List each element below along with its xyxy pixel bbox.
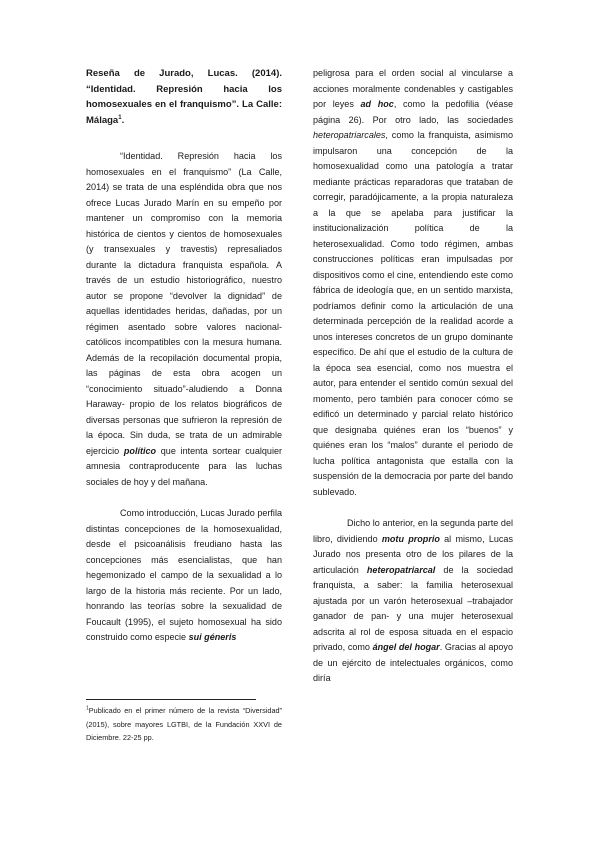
paragraph-continuation [313,66,513,500]
footnote-divider [86,699,256,700]
text-run: Como introducción, Lucas Jurado perfila distintas concepciones de la homosexualidad, desde el psicoanálisis freudiano hasta las concepciones más esencialistas, que han hegemonizado el campo de la sexualidad a lo largo de la historia más reciente. Por un lado, honrando las teorías sobre la sexualidad de Foucault (1995), el sujeto homosexual ha sido construido como especie [86,508,282,642]
emphasis-run: ad hoc [360,99,394,109]
paragraph-second-part [313,516,513,687]
right-column [313,66,513,687]
text-run: que intenta sortear cualquier amnesia contraproducente para las luchas sociales de hoy y del mañana. [86,445,282,487]
paragraph-intro [86,149,282,490]
text-run: “Identidad. Represión hacia los homosexuales en el franquismo” (La Calle, 2014) se trata de una espléndida obra que nos ofrece Lucas Jurado Marín en su empeño por mantener un compromiso con la memoria histórica de cientos y cientos de homosexuales (y transexuales y travestis) represaliados durante la dictadura franquista española. A través de un estudio historiográfico, nuestro autor se propone “devolver la dignidad” de aquellas identidades heridas, dañadas, por un régimen asentado sobre valores nacional-católicos incompatibles con la mesura humana. Además de la recopilación documental propia, las páginas de esta obra acogen un “conocimiento situado”-aludiendo a Donna Haraway- propio de los relatos biográficos de diversas personas que sufrieron la represión de la época. Sin duda, se trata de un admirable ejercicio [86,151,282,456]
emphasis-run: heteropatriarcal [366,564,436,575]
left-column [86,66,282,646]
text-run: peligrosa para el orden social al vincularse a acciones moralmente condenables y castigables por leyes [313,68,513,109]
paragraph-conceptions [86,506,282,646]
text-run: al mismo, Lucas Jurado nos presenta otro de los pilares de la articulación [313,533,513,575]
text-run: de la sociedad franquista, a saber: la familia heterosexual ajustada por un varón heterosexual –trabajador ganador de pan- y una mujer heterosexual adscrita al rol de esposa situada en el espacio privado, como [313,564,514,652]
text-run: Dicho lo anterior, en la segunda parte del libro, dividiendo [313,518,513,544]
emphasis-run: motu proprio [381,533,440,544]
title-period: . [121,114,125,126]
text-run: . Gracias al apoyo de un ejército de intelectuales orgánicos, como diría [313,642,513,683]
review-title [86,66,282,128]
review-title-text: Reseña de Jurado, Lucas. (2014). “Identidad. Represión hacia los homosexuales en el franquismo”. La Calle: Málaga [86,68,282,126]
emphasis-run: político [123,445,157,456]
emphasis-run: heteropatriarcales [313,130,386,140]
footnote-reference[interactable]: 1 [118,114,122,121]
footnote-mark: 1 [86,705,89,712]
footnote-text: Publicado en el primer número de la revista “Diversidad” (2015), sobre mayores LGTBI, de la Fundación XXVI de Diciembre. 22-25 pp. [86,706,282,742]
text-run: , como la pedofilia (véase página 26). Por otro lado, las sociedades [313,99,513,125]
emphasis-run: ángel del hogar [372,642,440,652]
emphasis-run: sui géneris [188,632,237,642]
text-run: , como la franquista, asimismo impulsaron una concepción de la homosexualidad como una patología a tratar mediante prácticas reparadoras que trataban de corregir, paradójicamente, a la propia naturaleza a la que se apelaba para justificar la institucionalización política de la heterosexualidad. Como todo régimen, ambas construcciones políticas eran impulsadas por dispositivos como el cine, entendiendo este como fábrica de ideología que, en un sentido marxista, podríamos definir como la articulación de una determinada percepción de la realidad acorde a unos intereses concretos de un grupo dominante específico. De ahí que el estudio de la cultura de la época sea esencial, como nos muestra el autor, para entender el sentido común sexual del momento, pero también para conocer cómo se edificó un determinado y parcial relato histórico que designaba quiénes eran los “buenos” y quiénes eran los “malos” durante el periodo de lucha política antagonista que estalla con la suspensión de la democracia por parte del bando sublevado. [313,130,513,497]
footnote [86,704,282,745]
